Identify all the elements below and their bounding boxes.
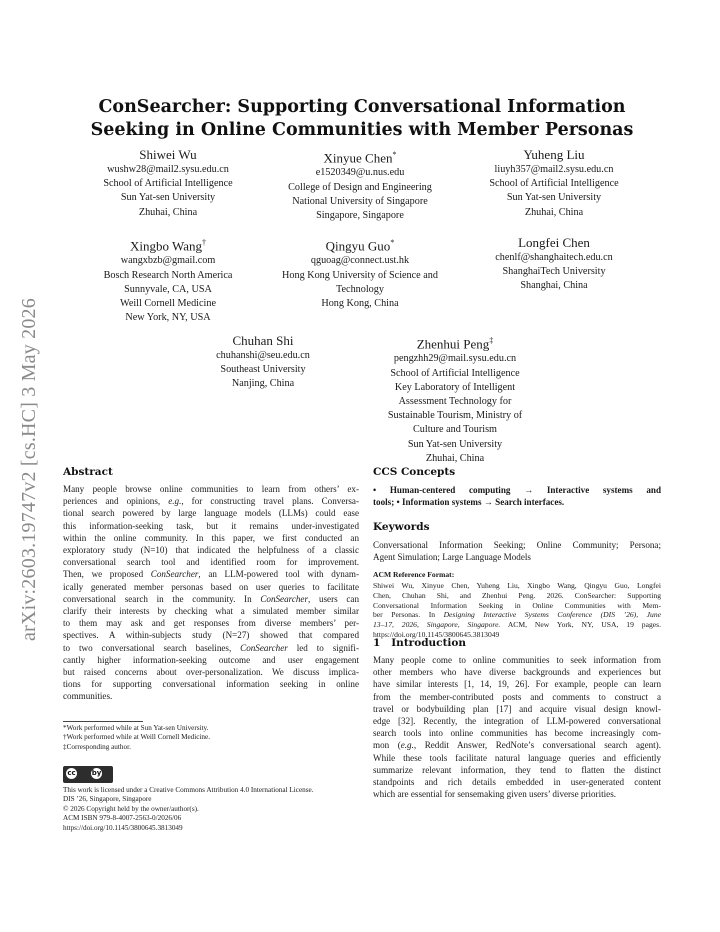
- text-line: Chen, Chuhan Shi, and Zhenhui Peng. 2026. ConSearcher: Supporting: [373, 590, 661, 600]
- text-line: https://doi.org/10.1145/3800645.3813049: [63, 823, 183, 832]
- author-name: Yuheng Liu: [523, 147, 585, 162]
- author-email[interactable]: wushw28@mail2.sysu.edu.cn: [107, 164, 229, 175]
- author-block: [466, 234, 642, 294]
- author-affiliation-line: Sun Yat-sen University: [506, 192, 602, 204]
- author-email[interactable]: pengzhh29@mail.sysu.edu.cn: [393, 353, 517, 365]
- text-line: 13–17, 2026, Singapore, Singapore. ACM, New York, NY, USA, 19 pages.: [373, 620, 661, 630]
- text-line: which are essential for sensemaking given users’ diverse priorities.: [373, 789, 617, 800]
- text-line: conversational search tool and identified room for improvement.: [63, 557, 359, 568]
- author-affiliation-line: Bosch Research North America: [103, 269, 233, 281]
- arxiv-stamp: arXiv:2603.19747v2 [cs.HC] 3 May 2026: [18, 298, 40, 642]
- text-line: search tools into online communities has become increasingly com-: [373, 728, 661, 739]
- text-line: within the online community. In this paper, we first conducted an: [63, 532, 359, 543]
- author-affiliation-line: Weill Cornell Medicine: [120, 297, 216, 309]
- keywords-list: [373, 539, 661, 564]
- text-line: communities.: [63, 691, 113, 702]
- text-line: Agent Simulation; Large Language Models: [373, 552, 531, 563]
- author-affiliation-line: Sustainable Tourism, Ministry of: [387, 410, 523, 422]
- author-name: Shiwei Wu: [139, 147, 197, 162]
- author-name: Xinyue Chen*: [323, 150, 397, 166]
- author-affiliation-line: School of Artificial Intelligence: [390, 367, 520, 379]
- text-line: periences and opinions, e.g., for constructing travel plans. Conversa-: [63, 496, 359, 507]
- text-line: from the member-contributed posts and comments to construct a: [373, 691, 661, 702]
- text-line: ber Personas. In Designing Interactive Systems Conference (DIS ’26), June: [373, 610, 661, 620]
- author-email[interactable]: chuhanshi@seu.edu.cn: [216, 350, 310, 361]
- text-line: travel or bodybuilding plan [17] and acquire visual design knowl-: [373, 703, 661, 714]
- author-affiliation-line: Sun Yat-sen University: [120, 192, 216, 204]
- text-line: mon (e.g., Reddit Answer, RedNote’s conversational search agent).: [373, 740, 661, 751]
- text-line: ACM ISBN 979-8-4007-2563-0/2026/06: [63, 814, 182, 823]
- text-line: to them may ask and get responses from diverse members’ per-: [63, 618, 359, 629]
- text-line: to two conversational search baselines, ConSearcher led to signifi-: [63, 642, 359, 653]
- text-line: tions for supporting conversational information seeking in online: [63, 679, 359, 690]
- author-block: [270, 146, 450, 223]
- keywords-heading: Keywords: [373, 521, 430, 533]
- text-line: Then, we proposed ConSearcher, an LLM-powered tool with dynam-: [63, 569, 359, 580]
- text-line: Conversational Information Seeking; Online Community; Persona;: [373, 540, 661, 550]
- abstract-body: [63, 483, 359, 703]
- text-line: other members who have diverse backgrounds and experiences but: [373, 667, 661, 678]
- author-name: Zhenhui Peng‡: [416, 336, 494, 352]
- text-line: †Work performed while at Weill Cornell Medicine.: [63, 733, 211, 742]
- license-block: [63, 786, 363, 833]
- ccs-concepts: [373, 484, 661, 509]
- cc-icon: cc: [67, 769, 76, 777]
- author-name: Longfei Chen: [518, 235, 590, 250]
- author-mark: *: [390, 238, 395, 247]
- author-block: [466, 146, 642, 220]
- author-affiliation-line: Technology: [336, 283, 384, 295]
- text-line: ‡Corresponding author.: [63, 742, 131, 751]
- author-affiliation-line: College of Design and Engineering: [288, 181, 432, 193]
- text-line: Many people browse online communities to learn from others’ ex-: [63, 484, 359, 494]
- text-line: This work is licensed under a Creative Commons Attribution 4.0 International License.: [63, 786, 314, 794]
- author-affiliation-line: School of Artificial Intelligence: [489, 178, 619, 190]
- footnotes: [63, 724, 359, 752]
- author-block: [366, 332, 544, 466]
- author-affiliation-line: Southeast University: [220, 364, 306, 376]
- text-line: ically generated member personas based on user queries to facilitate: [63, 581, 359, 592]
- intro-heading: 1 Introduction: [373, 637, 467, 649]
- author-affiliation-line: Sunnyvale, CA, USA: [124, 283, 212, 295]
- by-icon: by: [91, 769, 102, 777]
- author-affiliation-line: Nanjing, China: [231, 378, 295, 390]
- paper-title: ConSearcher: Supporting Conversational Information Seeking in Online Communities with Member Personas: [90, 97, 634, 140]
- author-email[interactable]: chenlf@shanghaitech.edu.cn: [495, 252, 613, 263]
- text-line: Conversational Information Seeking in Online Communities with Mem-: [373, 600, 661, 610]
- acm-reference-text: [373, 581, 661, 640]
- author-affiliation-line: New York, NY, USA: [125, 312, 211, 324]
- author-mark: †: [202, 238, 206, 247]
- author-affiliation-line: Key Laboratory of Intelligent: [394, 381, 516, 393]
- author-affiliation-line: ShanghaiTech University: [502, 266, 606, 278]
- text-line: Shiwei Wu, Xinyue Chen, Yuheng Liu, Xingbo Wang, Qingyu Guo, Longfei: [373, 581, 661, 590]
- ccs-heading: CCS Concepts: [373, 466, 456, 478]
- author-affiliation-line: Singapore, Singapore: [316, 209, 404, 221]
- text-line: tional search powered by large language models (LLMs) could ease: [63, 508, 359, 519]
- author-email[interactable]: e1520349@u.nus.edu: [315, 167, 405, 179]
- author-mark: *: [392, 150, 397, 159]
- cc-by-badge: [63, 766, 113, 783]
- text-line: cantly higher information-seeking outcome and user engagement: [63, 654, 359, 665]
- intro-body: [373, 654, 661, 800]
- footnote-rule: [63, 721, 143, 722]
- text-line: Many people come to online communities to seek information from: [373, 655, 661, 665]
- text-line: tools; • Information systems → Search interfaces.: [373, 497, 565, 508]
- text-line: standpoints and rich details embedded in user-generated content: [373, 777, 661, 788]
- acm-reference-heading: ACM Reference Format:: [373, 570, 455, 579]
- author-affiliation-line: National University of Singapore: [292, 195, 428, 207]
- author-block: [264, 234, 456, 311]
- text-line: edge [32]. Recently, the integration of LLM-powered conversational: [373, 716, 661, 727]
- text-line: DIS ’26, Singapore, Singapore: [63, 795, 152, 804]
- text-line: exploratory study (N=10) that indicated the helpfulness of a classic: [63, 545, 359, 556]
- text-line: https://doi.org/10.1145/3800645.3813049: [373, 629, 500, 639]
- text-line: clarify their interests by checking what a simulated member similar: [63, 606, 359, 617]
- abstract-heading: Abstract: [63, 466, 113, 478]
- author-email[interactable]: wangxbzb@gmail.com: [120, 255, 216, 267]
- text-line: summarize relevant information, they tend to flatten the distinct: [373, 764, 661, 775]
- author-mark: ‡: [489, 336, 494, 345]
- text-line: While these tools facilitate natural language queries and efficiently: [373, 752, 661, 763]
- author-name: Qingyu Guo*: [325, 238, 395, 254]
- text-line: • Human-centered computing → Interactive systems and: [373, 485, 661, 495]
- author-affiliation-line: Zhuhai, China: [524, 206, 584, 218]
- author-affiliation-line: Hong Kong, China: [321, 297, 399, 309]
- author-affiliation-line: Assessment Technology for: [398, 395, 512, 407]
- author-affiliation-line: Hong Kong University of Science and: [282, 269, 438, 281]
- author-block: [80, 234, 256, 325]
- text-line: conversational search in the community. In ConSearcher, users can: [63, 593, 359, 604]
- text-line: this information-seeking task, but it remains under-investigated: [63, 520, 359, 531]
- author-name: Chuhan Shi: [232, 333, 294, 348]
- author-affiliation-line: Sun Yat-sen University: [407, 438, 503, 450]
- author-affiliation-line: Shanghai, China: [520, 280, 588, 292]
- author-email[interactable]: liuyh357@mail2.sysu.edu.cn: [494, 164, 614, 175]
- author-email[interactable]: qguoag@connect.ust.hk: [310, 255, 410, 267]
- author-block: [80, 146, 256, 220]
- text-line: but raised concerns about over-personalization. We discuss implica-: [63, 667, 359, 678]
- author-affiliation-line: Zhuhai, China: [425, 452, 485, 464]
- author-name: Xingbo Wang†: [129, 238, 206, 254]
- author-affiliation-line: Culture and Tourism: [413, 424, 497, 436]
- text-line: © 2026 Copyright held by the owner/author(s).: [63, 804, 199, 813]
- text-line: *Work performed while at Sun Yat-sen University.: [63, 724, 209, 732]
- text-line: have similar interests [1, 14, 19, 26]. For example, people can learn: [373, 679, 661, 690]
- author-block: [178, 332, 348, 392]
- author-affiliation-line: Zhuhai, China: [138, 206, 198, 218]
- author-affiliation-line: School of Artificial Intelligence: [103, 178, 233, 190]
- text-line: spectives. A within-subjects study (N=27) showed that compared: [63, 630, 359, 641]
